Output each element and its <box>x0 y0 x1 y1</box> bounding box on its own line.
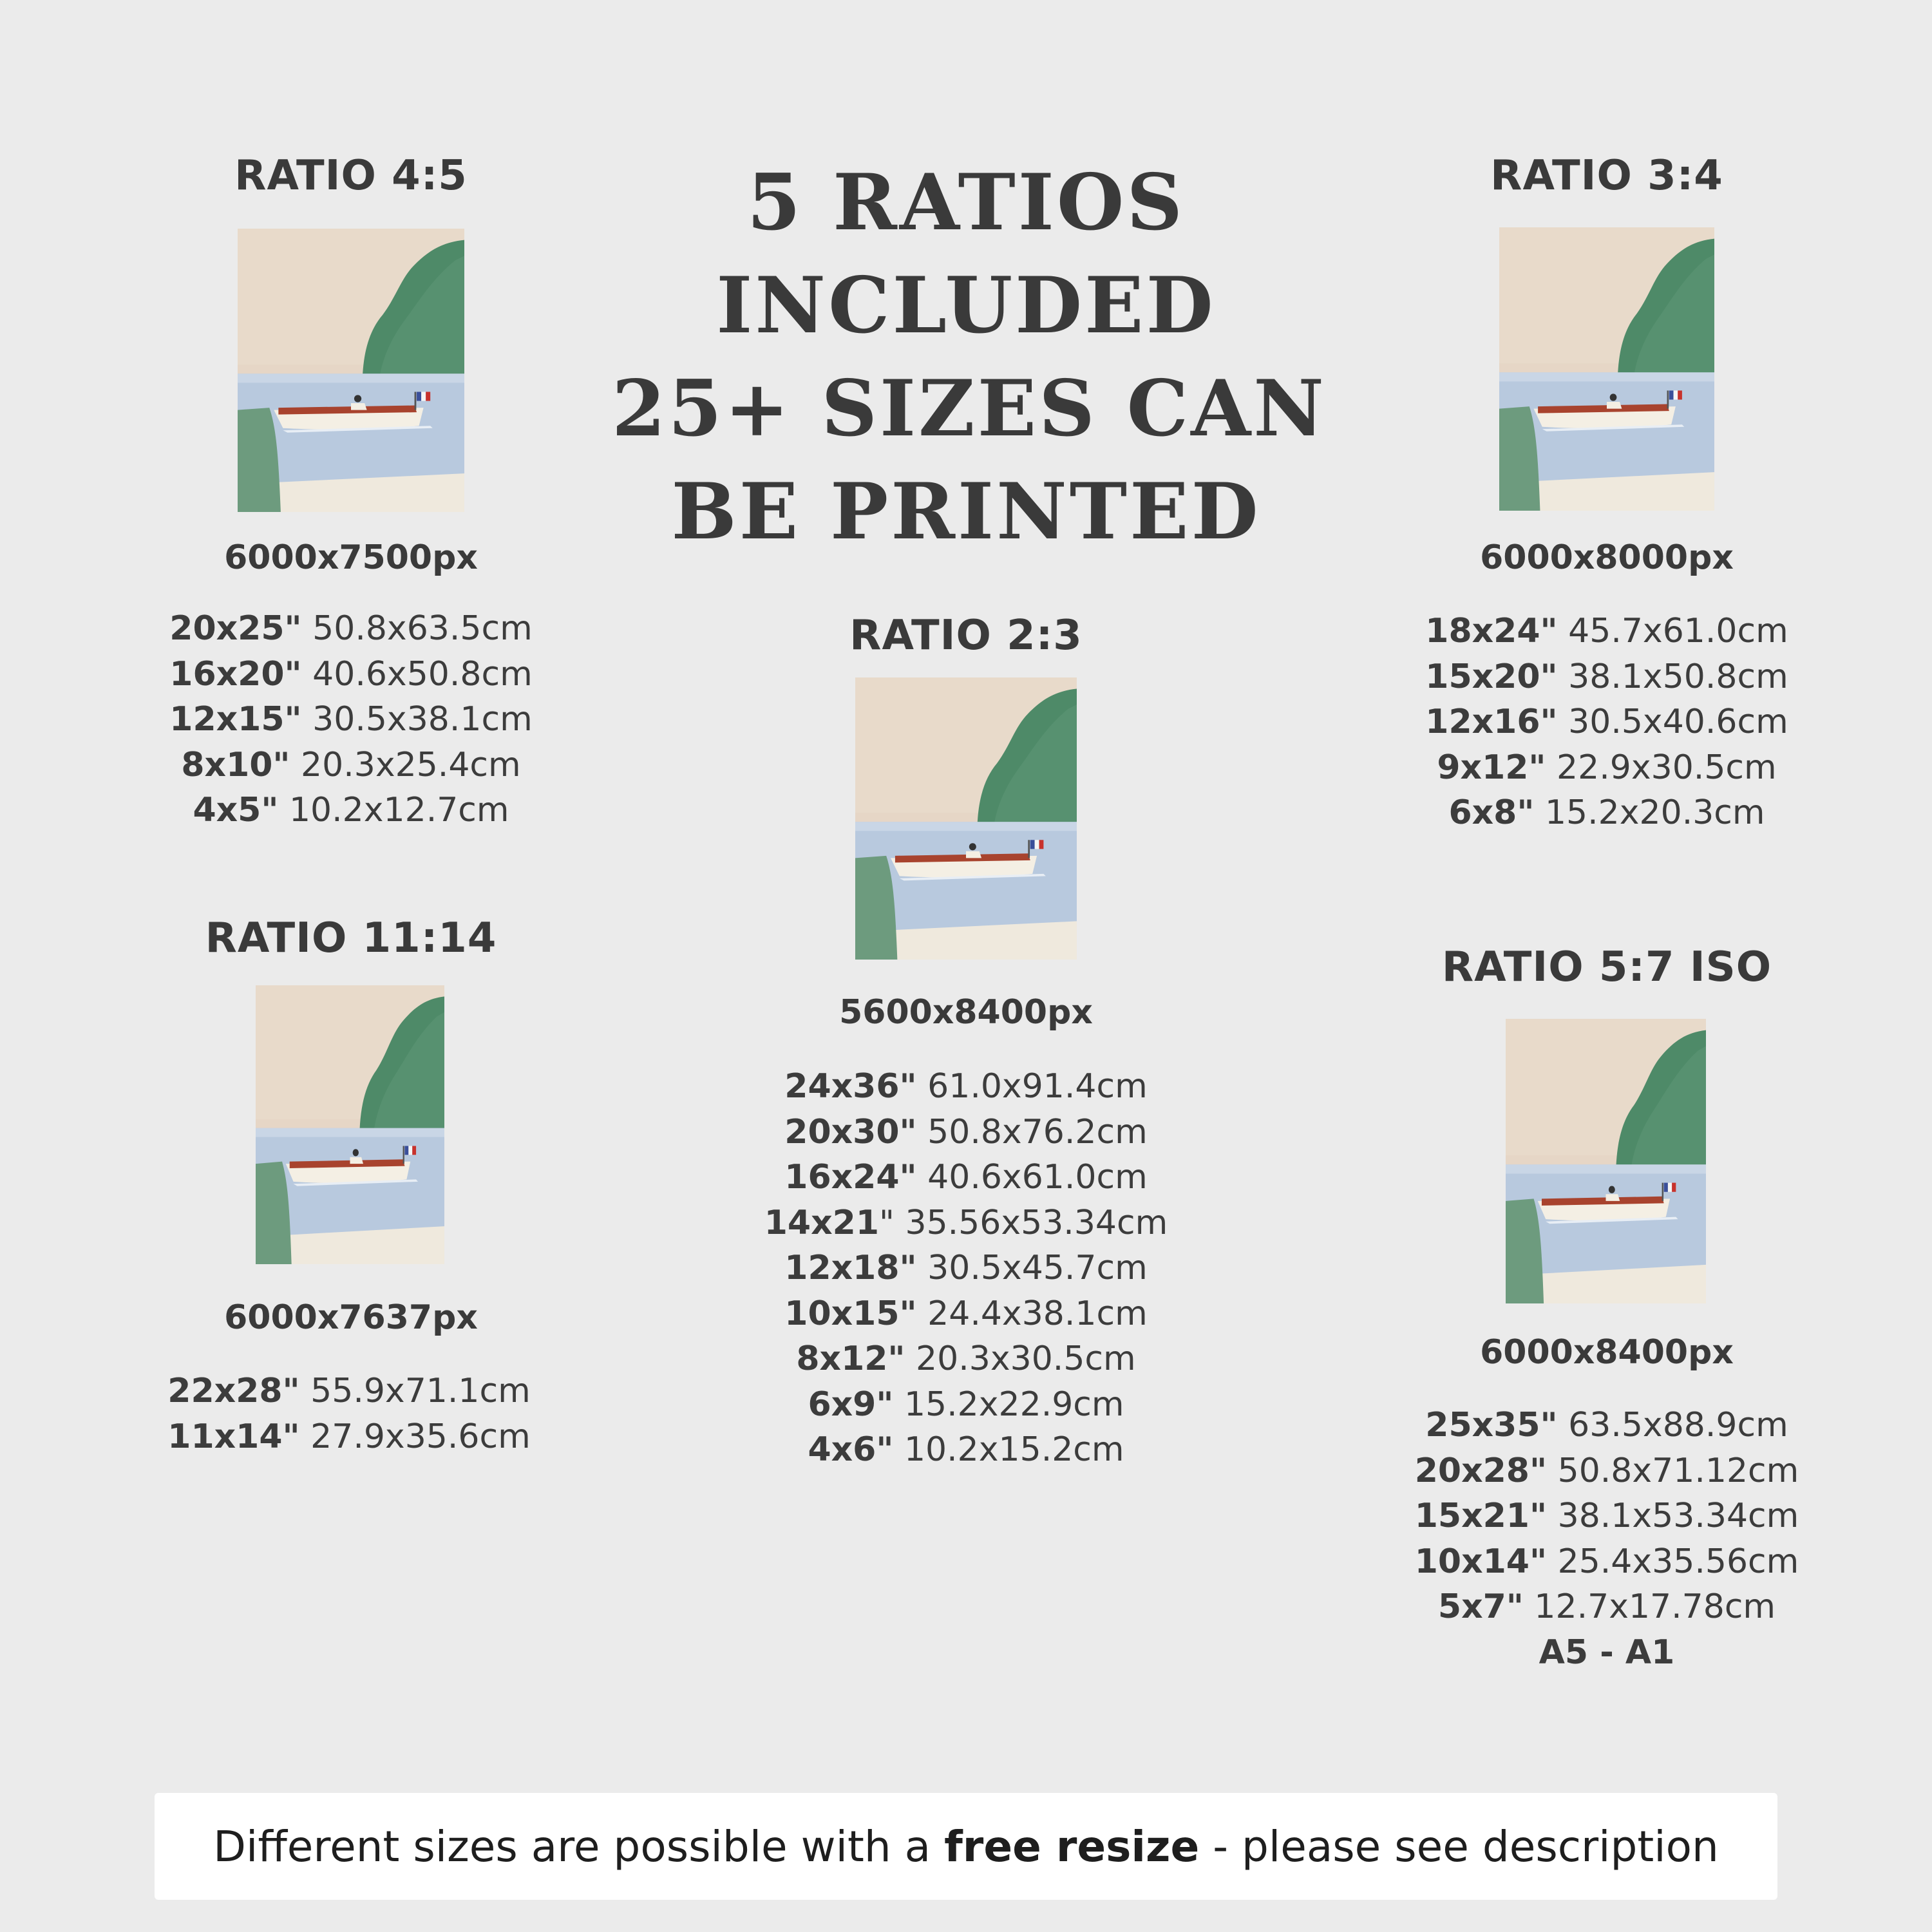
footer-banner <box>155 1793 1777 1900</box>
ratio-4-5-title: RATIO 4:5 <box>234 152 468 200</box>
ratio-11-14-title: RATIO 11:14 <box>205 914 497 962</box>
artwork-3-4 <box>1499 227 1714 511</box>
size-centimeters: 38.1x53.34cm <box>1547 1497 1799 1535</box>
ratio-3-4-sizes <box>1349 609 1864 836</box>
size-inches: 14x21 <box>764 1203 880 1242</box>
artwork-11-14 <box>256 985 444 1264</box>
size-row <box>1349 609 1864 654</box>
size-centimeters: 40.6x50.8cm <box>301 654 533 694</box>
size-row <box>708 1155 1224 1200</box>
size-inches: 8x10" <box>181 745 290 784</box>
size-centimeters: 55.9x71.1cm <box>299 1372 531 1410</box>
size-inches: 12x18" <box>784 1249 917 1287</box>
ratio-4-5-pixels: 6000x7500px <box>224 538 478 577</box>
artwork-5-7-iso <box>1506 1019 1706 1303</box>
size-row <box>93 652 609 697</box>
ratio-11-14-pixels: 6000x7637px <box>224 1298 478 1337</box>
size-centimeters: 27.9x35.6cm <box>299 1417 531 1456</box>
size-centimeters: 30.5x40.6cm <box>1557 703 1788 741</box>
size-inches: 10x15" <box>784 1294 917 1333</box>
size-centimeters: 50.8x63.5cm <box>301 609 533 648</box>
headline-line-3: 25+ SIZES CAN <box>612 363 1327 454</box>
size-centimeters: 30.5x38.1cm <box>301 700 533 739</box>
size-row <box>93 788 609 833</box>
size-row <box>708 1291 1224 1337</box>
headline-line-1: 5 RATIOS <box>746 157 1186 248</box>
size-centimeters: 50.8x71.12cm <box>1547 1451 1799 1490</box>
size-inches: 20x25" <box>169 609 302 648</box>
ratio-3-4-pixels: 6000x8000px <box>1480 538 1734 577</box>
size-centimeters: 24.4x38.1cm <box>916 1294 1148 1333</box>
size-centimeters: 50.8x76.2cm <box>916 1112 1148 1151</box>
size-inches: 22x28" <box>167 1372 300 1410</box>
size-centimeters: 20.3x25.4cm <box>290 745 521 784</box>
size-centimeters: 38.1x50.8cm <box>1557 657 1788 696</box>
ratio-3-4-title: RATIO 3:4 <box>1490 152 1723 200</box>
size-centimeters: 63.5x88.9cm <box>1557 1406 1788 1444</box>
size-inches: 9x12" <box>1437 748 1546 787</box>
size-centimeters: 20.3x30.5cm <box>905 1340 1136 1378</box>
ratio-2-3-sizes <box>708 1064 1224 1473</box>
size-row <box>708 1336 1224 1382</box>
ratio-5-7-iso-title: RATIO 5:7 ISO <box>1441 943 1772 991</box>
size-centimeters: 45.7x61.0cm <box>1557 612 1788 650</box>
ratio-2-3-title: RATIO 2:3 <box>849 612 1083 659</box>
size-row <box>708 1110 1224 1155</box>
headline-line-4: BE PRINTED <box>671 466 1261 557</box>
size-centimeters: 22.9x30.5cm <box>1546 748 1777 787</box>
size-inches: 6x8" <box>1448 793 1535 832</box>
size-inches: 8x12" <box>796 1340 905 1378</box>
size-row <box>93 697 609 743</box>
size-row <box>91 1414 607 1460</box>
size-inches: 5x7" <box>1437 1587 1524 1626</box>
size-row <box>1349 699 1864 745</box>
size-inches: 16x20" <box>169 654 302 694</box>
size-row <box>1349 1448 1864 1494</box>
size-row <box>93 743 609 788</box>
size-row <box>1349 745 1864 791</box>
size-row <box>708 1064 1224 1110</box>
size-centimeters: 40.6x61.0cm <box>916 1158 1148 1197</box>
size-inches: 10x14" <box>1414 1542 1548 1581</box>
iso-range-label: A5 - A1 <box>1539 1633 1675 1672</box>
size-inches: 20x28" <box>1414 1451 1548 1490</box>
headline <box>612 151 1327 564</box>
size-inches: 6x9" <box>808 1385 894 1424</box>
artwork-4-5 <box>238 229 464 512</box>
size-inches: 11x14" <box>167 1417 300 1456</box>
size-row <box>708 1427 1224 1473</box>
ratio-5-7-iso-pixels: 6000x8400px <box>1480 1333 1734 1372</box>
artwork-2-3 <box>855 677 1077 960</box>
size-row <box>708 1382 1224 1428</box>
size-inches: 12x15" <box>169 700 302 739</box>
size-inches: 15x21" <box>1414 1497 1548 1535</box>
size-centimeters: 61.0x91.4cm <box>916 1067 1148 1106</box>
size-centimeters: 12.7x17.78cm <box>1523 1587 1776 1626</box>
ratio-4-5-sizes <box>93 606 609 833</box>
size-row <box>91 1368 607 1414</box>
size-inches: 24x36" <box>784 1067 917 1106</box>
ratio-11-14-sizes <box>91 1368 607 1459</box>
ratio-5-7-iso-sizes <box>1349 1403 1864 1630</box>
size-centimeters: 10.2x12.7cm <box>278 791 509 829</box>
size-row <box>1349 1539 1864 1585</box>
footer-text-before: Different sizes are possible with a <box>213 1821 945 1871</box>
ratio-2-3-pixels: 5600x8400px <box>839 993 1093 1032</box>
size-row <box>1349 654 1864 700</box>
size-row <box>708 1245 1224 1291</box>
size-inches: 18x24" <box>1425 612 1558 650</box>
size-inches: 25x35" <box>1425 1406 1558 1444</box>
size-centimeters: 10.2x15.2cm <box>893 1430 1124 1469</box>
size-centimeters: 30.5x45.7cm <box>916 1249 1148 1287</box>
size-centimeters: " 35.56x53.34cm <box>879 1203 1168 1242</box>
size-inches: 20x30" <box>784 1112 917 1151</box>
size-centimeters: 25.4x35.56cm <box>1547 1542 1799 1581</box>
size-centimeters: 15.2x20.3cm <box>1534 793 1765 832</box>
size-inches: 12x16" <box>1425 703 1558 741</box>
ratio-5-7-iso-extra <box>1349 1630 1864 1676</box>
size-inches: 4x6" <box>808 1430 894 1469</box>
size-row <box>708 1200 1224 1246</box>
size-row <box>1349 1403 1864 1448</box>
size-row <box>1349 1584 1864 1630</box>
size-row <box>1349 790 1864 836</box>
size-row <box>93 606 609 652</box>
footer-text-bold: free resize <box>944 1821 1200 1871</box>
size-inches: 16x24" <box>784 1158 917 1197</box>
footer-text-after: - please see description <box>1199 1821 1719 1871</box>
size-inches: 4x5" <box>193 791 279 829</box>
size-centimeters: 15.2x22.9cm <box>893 1385 1124 1424</box>
size-inches: 15x20" <box>1425 657 1558 696</box>
headline-line-2: INCLUDED <box>716 260 1216 351</box>
size-row <box>1349 1493 1864 1539</box>
